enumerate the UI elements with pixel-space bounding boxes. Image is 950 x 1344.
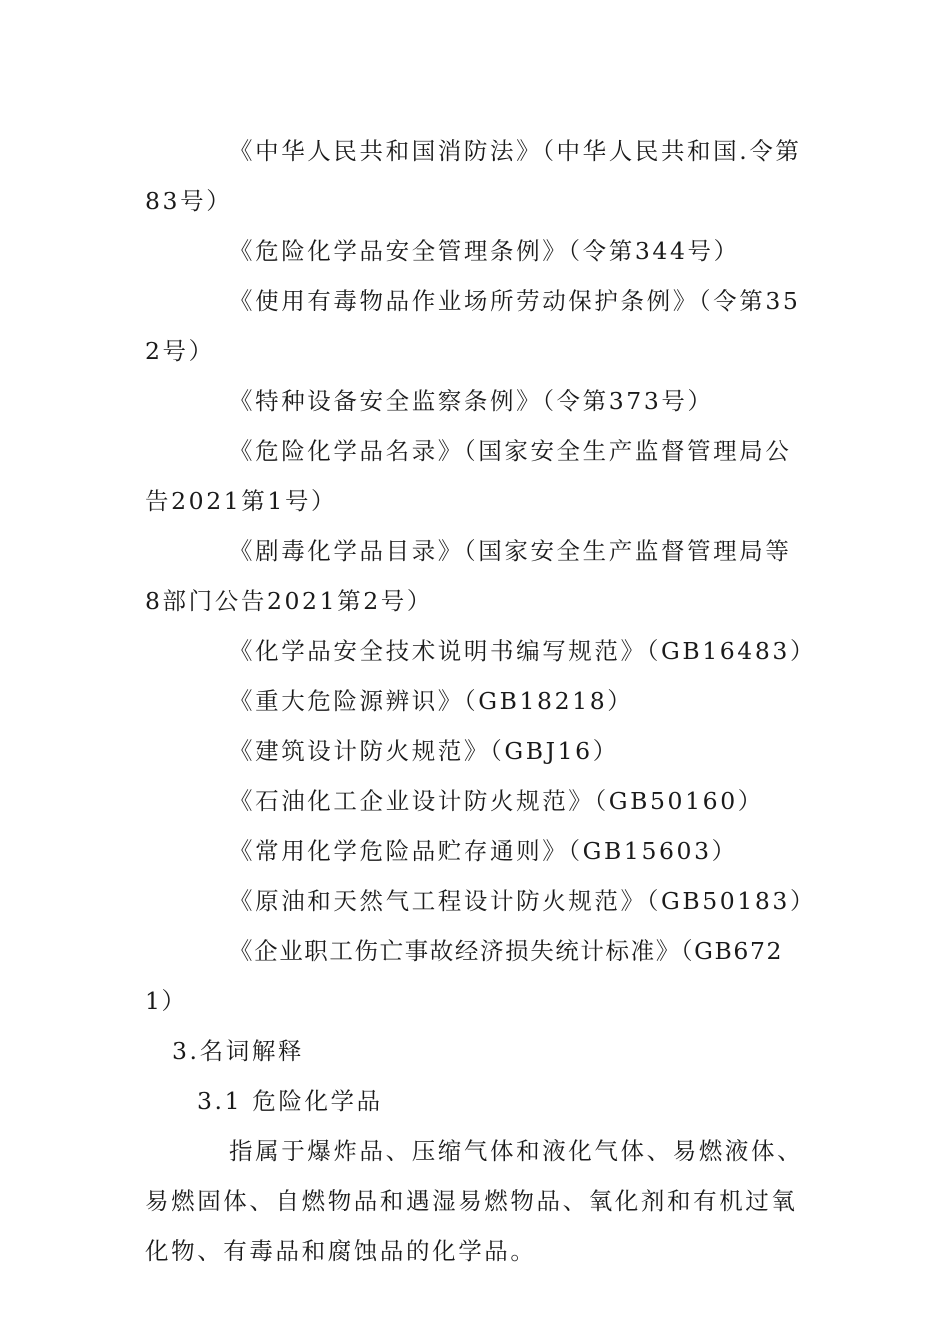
definition-paragraph: 指属于爆炸品、压缩气体和液化气体、易燃液体、易燃固体、自燃物品和遇湿易燃物品、氧化剂和有机过氧化物、有毒品和腐蚀品的化学品。 [145, 1137, 804, 1265]
subsection-heading: 3.1 危险化学品 [197, 1087, 383, 1115]
reference-fire-law: 《中华人民共和国消防法》（中华人民共和国.令第83号） [145, 137, 802, 215]
reference-toxic-workplace-regulation: 《使用有毒物品作业场所劳动保护条例》（令第352号） [145, 287, 801, 365]
reference-major-hazard-identification: 《重大危险源辨识》（GB18218） [229, 687, 634, 715]
reference-oil-gas-fire-code: 《原油和天然气工程设计防火规范》（GB50183） [229, 887, 817, 915]
reference-building-fire-code: 《建筑设计防火规范》（GBJ16） [229, 737, 619, 765]
reference-hazardous-chemicals-regulation: 《危险化学品安全管理条例》（令第344号） [229, 237, 740, 265]
document-body [145, 126, 817, 1276]
reference-storage-rules: 《常用化学危险品贮存通则》（GB15603） [229, 837, 738, 865]
reference-sds-standard: 《化学品安全技术说明书编写规范》（GB16483） [229, 637, 817, 665]
section-heading: 3.名词解释 [172, 1037, 305, 1065]
reference-petrochemical-fire-code: 《石油化工企业设计防火规范》（GB50160） [229, 787, 764, 815]
reference-highly-toxic-chemicals-list: 《剧毒化学品目录》（国家安全生产监督管理局等8部门公告2021第2号） [145, 537, 792, 615]
reference-accident-loss-standard: 《企业职工伤亡事故经济损失统计标准》（GB6721） [145, 937, 784, 1015]
reference-hazardous-chemicals-list: 《危险化学品名录》（国家安全生产监督管理局公告2021第1号） [145, 437, 792, 515]
reference-special-equipment-regulation: 《特种设备安全监察条例》（令第373号） [229, 387, 714, 415]
